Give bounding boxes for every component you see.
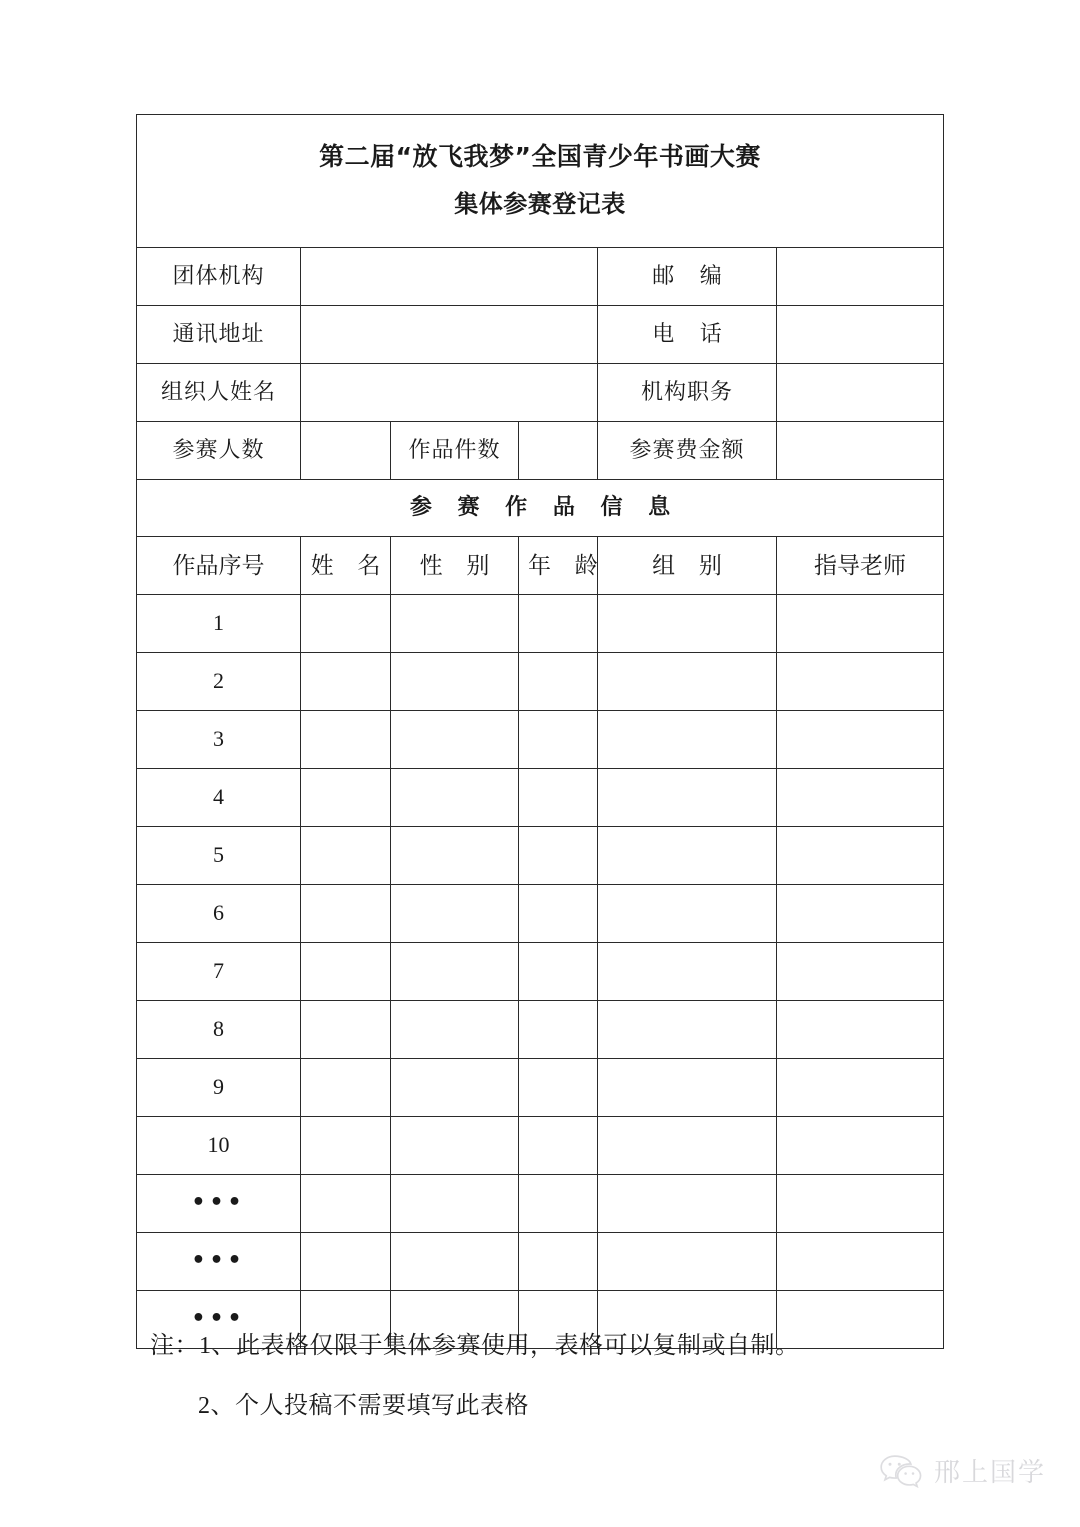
cell-name[interactable] [301, 653, 391, 711]
cell-age[interactable] [519, 711, 598, 769]
cell-gender[interactable] [391, 1117, 519, 1175]
title-cell [137, 115, 944, 248]
table-row [137, 595, 944, 653]
table-row [137, 1117, 944, 1175]
cell-sequence-ellipsis: ••• [137, 1175, 301, 1233]
table-row [137, 1059, 944, 1117]
brand-name: 邢上国学 [934, 1458, 1047, 1488]
cell-age[interactable] [519, 1117, 598, 1175]
wechat-icon [878, 1454, 924, 1488]
cell-sequence-ellipsis: ••• [137, 1233, 301, 1291]
column-header-group: 组 别 [598, 537, 777, 595]
cell-teacher[interactable] [777, 1001, 944, 1059]
cell-age[interactable] [519, 595, 598, 653]
field-organization[interactable] [301, 248, 598, 306]
cell-name[interactable] [301, 711, 391, 769]
cell-teacher[interactable] [777, 943, 944, 1001]
note-line-2: 2、个人投稿不需要填写此表格 [198, 1393, 529, 1420]
table-row [137, 885, 944, 943]
registration-form-table [136, 114, 944, 1349]
cell-group[interactable] [598, 827, 777, 885]
document-subtitle: 集体参赛登记表 [454, 189, 626, 218]
cell-group[interactable] [598, 769, 777, 827]
cell-teacher[interactable] [777, 827, 944, 885]
cell-teacher[interactable] [777, 653, 944, 711]
column-header-teacher: 指导老师 [777, 537, 944, 595]
cell-sequence: 7 [137, 943, 301, 1001]
cell-name[interactable] [301, 769, 391, 827]
document-title: 第二届“放飞我梦”全国青少年书画大赛 [319, 141, 761, 171]
cell-name[interactable] [301, 1117, 391, 1175]
column-header-age: 年 龄 [519, 537, 598, 595]
label-organization: 团体机构 [137, 248, 301, 306]
cell-group[interactable] [598, 1059, 777, 1117]
cell-gender[interactable] [391, 1233, 519, 1291]
field-position[interactable] [777, 364, 944, 422]
label-work-count: 作品件数 [391, 422, 519, 480]
cell-age[interactable] [519, 769, 598, 827]
cell-teacher[interactable] [777, 769, 944, 827]
cell-age[interactable] [519, 943, 598, 1001]
cell-age[interactable] [519, 885, 598, 943]
cell-name[interactable] [301, 827, 391, 885]
table-row [137, 943, 944, 1001]
cell-gender[interactable] [391, 711, 519, 769]
works-section-banner: 参 赛 作 品 信 息 [137, 480, 944, 537]
cell-group[interactable] [598, 711, 777, 769]
field-participant-count[interactable] [301, 422, 391, 480]
label-address: 通讯地址 [137, 306, 301, 364]
label-phone: 电 话 [598, 306, 777, 364]
cell-group[interactable] [598, 595, 777, 653]
cell-name[interactable] [301, 1233, 391, 1291]
cell-age[interactable] [519, 1175, 598, 1233]
cell-name[interactable] [301, 1175, 391, 1233]
works-section-banner-row [137, 480, 944, 537]
cell-sequence-ellipsis: ••• [137, 1291, 301, 1349]
info-row-organization [137, 248, 944, 306]
cell-group[interactable] [598, 1175, 777, 1233]
cell-teacher[interactable] [777, 1059, 944, 1117]
cell-gender[interactable] [391, 1001, 519, 1059]
table-row [137, 1175, 944, 1233]
cell-age[interactable] [519, 1001, 598, 1059]
cell-sequence: 2 [137, 653, 301, 711]
cell-teacher[interactable] [777, 885, 944, 943]
table-row [137, 827, 944, 885]
cell-teacher[interactable] [777, 711, 944, 769]
cell-teacher[interactable] [777, 595, 944, 653]
cell-name[interactable] [301, 885, 391, 943]
cell-gender[interactable] [391, 653, 519, 711]
cell-gender[interactable] [391, 885, 519, 943]
table-row [137, 1001, 944, 1059]
field-postcode[interactable] [777, 248, 944, 306]
cell-group[interactable] [598, 1117, 777, 1175]
cell-age[interactable] [519, 1233, 598, 1291]
cell-group[interactable] [598, 885, 777, 943]
cell-gender[interactable] [391, 595, 519, 653]
cell-age[interactable] [519, 1059, 598, 1117]
column-header-gender: 性 别 [391, 537, 519, 595]
info-row-counts [137, 422, 944, 480]
cell-sequence: 10 [137, 1117, 301, 1175]
cell-group[interactable] [598, 1001, 777, 1059]
field-fee-amount[interactable] [777, 422, 944, 480]
cell-group[interactable] [598, 1233, 777, 1291]
cell-sequence: 6 [137, 885, 301, 943]
label-participant-count: 参赛人数 [137, 422, 301, 480]
info-row-organizer [137, 364, 944, 422]
cell-teacher[interactable] [777, 1175, 944, 1233]
footer-brand [878, 1452, 1046, 1489]
field-address[interactable] [301, 306, 598, 364]
cell-gender[interactable] [391, 943, 519, 1001]
cell-name[interactable] [301, 943, 391, 1001]
label-postcode: 邮 编 [598, 248, 777, 306]
info-row-address [137, 306, 944, 364]
cell-teacher[interactable] [777, 1233, 944, 1291]
cell-teacher[interactable] [777, 1117, 944, 1175]
field-organizer-name[interactable] [301, 364, 598, 422]
cell-sequence: 8 [137, 1001, 301, 1059]
cell-group[interactable] [598, 943, 777, 1001]
cell-sequence: 5 [137, 827, 301, 885]
cell-gender[interactable] [391, 1175, 519, 1233]
table-row [137, 653, 944, 711]
cell-name[interactable] [301, 1059, 391, 1117]
cell-sequence: 3 [137, 711, 301, 769]
field-work-count[interactable] [519, 422, 598, 480]
table-row [137, 769, 944, 827]
column-header-name: 姓 名 [301, 537, 391, 595]
form-notes [150, 1330, 970, 1423]
cell-gender[interactable] [391, 1059, 519, 1117]
cell-age[interactable] [519, 827, 598, 885]
cell-name[interactable] [301, 595, 391, 653]
works-table-header [137, 537, 944, 595]
cell-name[interactable] [301, 1001, 391, 1059]
label-organizer-name: 组织人姓名 [137, 364, 301, 422]
table-row [137, 711, 944, 769]
title-row [137, 115, 944, 248]
label-fee-amount: 参赛费金额 [598, 422, 777, 480]
cell-age[interactable] [519, 653, 598, 711]
column-header-sequence: 作品序号 [137, 537, 301, 595]
field-phone[interactable] [777, 306, 944, 364]
cell-sequence: 9 [137, 1059, 301, 1117]
cell-gender[interactable] [391, 769, 519, 827]
table-row [137, 1233, 944, 1291]
note-line-1: 注：1、此表格仅限于集体参赛使用，表格可以复制或自制。 [150, 1333, 800, 1359]
cell-group[interactable] [598, 653, 777, 711]
cell-gender[interactable] [391, 827, 519, 885]
cell-sequence: 4 [137, 769, 301, 827]
label-position: 机构职务 [598, 364, 777, 422]
cell-sequence: 1 [137, 595, 301, 653]
